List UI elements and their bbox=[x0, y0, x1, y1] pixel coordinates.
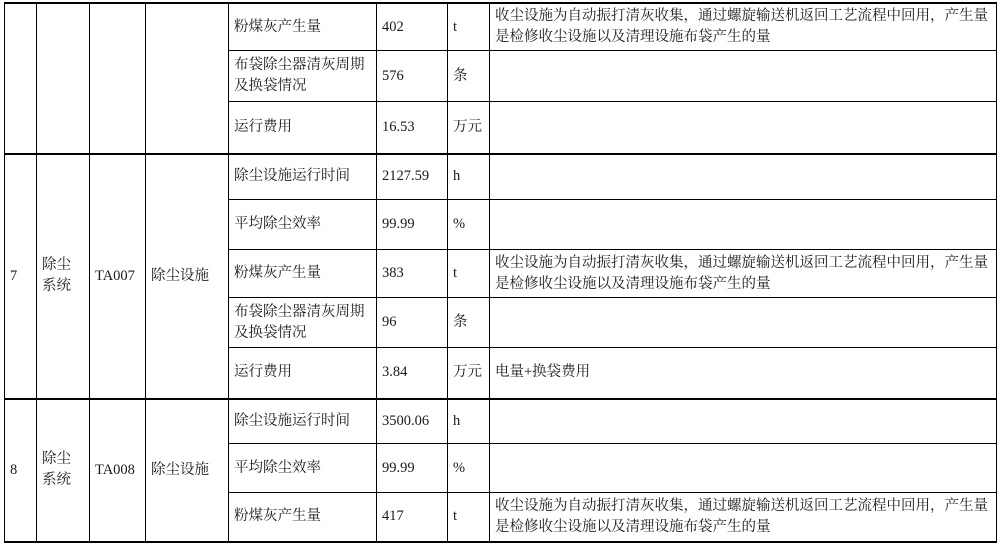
unit-cell: 万元 bbox=[448, 348, 490, 399]
remark-cell: 电量+换袋费用 bbox=[490, 348, 997, 399]
value-cell: 99.99 bbox=[377, 444, 448, 493]
value-cell: 16.53 bbox=[377, 102, 448, 154]
remark-cell bbox=[490, 102, 997, 154]
unit-cell: % bbox=[448, 200, 490, 250]
value-cell: 3500.06 bbox=[377, 399, 448, 444]
value-cell: 402 bbox=[377, 3, 448, 51]
param-cell: 布袋除尘器清灰周期及换袋情况 bbox=[229, 51, 377, 102]
serial-cell: 7 bbox=[5, 154, 37, 399]
param-cell: 粉煤灰产生量 bbox=[229, 493, 377, 542]
pollution-facility-table bbox=[4, 2, 997, 543]
remark-cell bbox=[490, 444, 997, 493]
unit-cell: 条 bbox=[448, 298, 490, 348]
param-cell: 平均除尘效率 bbox=[229, 444, 377, 493]
remark-cell bbox=[490, 298, 997, 348]
system-cell: 除尘系统 bbox=[37, 154, 90, 399]
param-cell: 粉煤灰产生量 bbox=[229, 250, 377, 298]
param-cell: 布袋除尘器清灰周期及换袋情况 bbox=[229, 298, 377, 348]
code-cell: TA007 bbox=[90, 154, 146, 399]
code-cell: TA008 bbox=[90, 399, 146, 542]
param-cell: 粉煤灰产生量 bbox=[229, 3, 377, 51]
code-cell bbox=[90, 3, 146, 154]
unit-cell: 万元 bbox=[448, 102, 490, 154]
unit-cell: % bbox=[448, 444, 490, 493]
table-row bbox=[5, 154, 997, 200]
table-row bbox=[5, 399, 997, 444]
unit-cell: h bbox=[448, 399, 490, 444]
value-cell: 99.99 bbox=[377, 200, 448, 250]
system-cell: 除尘系统 bbox=[37, 399, 90, 542]
param-cell: 除尘设施运行时间 bbox=[229, 399, 377, 444]
facility-cell: 除尘设施 bbox=[146, 399, 229, 542]
param-cell: 除尘设施运行时间 bbox=[229, 154, 377, 200]
system-cell bbox=[37, 3, 90, 154]
table-row bbox=[5, 3, 997, 51]
remark-cell: 收尘设施为自动振打清灰收集，通过螺旋输送机返回工艺流程中回用，产生量是检修收尘设施以及清理设施布袋产生的量 bbox=[490, 493, 997, 542]
serial-cell bbox=[5, 3, 37, 154]
param-cell: 运行费用 bbox=[229, 102, 377, 154]
remark-cell bbox=[490, 399, 997, 444]
value-cell: 417 bbox=[377, 493, 448, 542]
unit-cell: t bbox=[448, 493, 490, 542]
unit-cell: 条 bbox=[448, 51, 490, 102]
unit-cell: t bbox=[448, 250, 490, 298]
remark-cell bbox=[490, 200, 997, 250]
param-cell: 运行费用 bbox=[229, 348, 377, 399]
remark-cell: 收尘设施为自动振打清灰收集，通过螺旋输送机返回工艺流程中回用，产生量是检修收尘设施以及清理设施布袋产生的量 bbox=[490, 3, 997, 51]
remark-cell bbox=[490, 51, 997, 102]
remark-cell bbox=[490, 154, 997, 200]
value-cell: 576 bbox=[377, 51, 448, 102]
facility-cell: 除尘设施 bbox=[146, 154, 229, 399]
facility-cell bbox=[146, 3, 229, 154]
remark-cell: 收尘设施为自动振打清灰收集，通过螺旋输送机返回工艺流程中回用，产生量是检修收尘设施以及清理设施布袋产生的量 bbox=[490, 250, 997, 298]
param-cell: 平均除尘效率 bbox=[229, 200, 377, 250]
value-cell: 2127.59 bbox=[377, 154, 448, 200]
unit-cell: h bbox=[448, 154, 490, 200]
value-cell: 3.84 bbox=[377, 348, 448, 399]
unit-cell: t bbox=[448, 3, 490, 51]
serial-cell: 8 bbox=[5, 399, 37, 542]
value-cell: 96 bbox=[377, 298, 448, 348]
value-cell: 383 bbox=[377, 250, 448, 298]
